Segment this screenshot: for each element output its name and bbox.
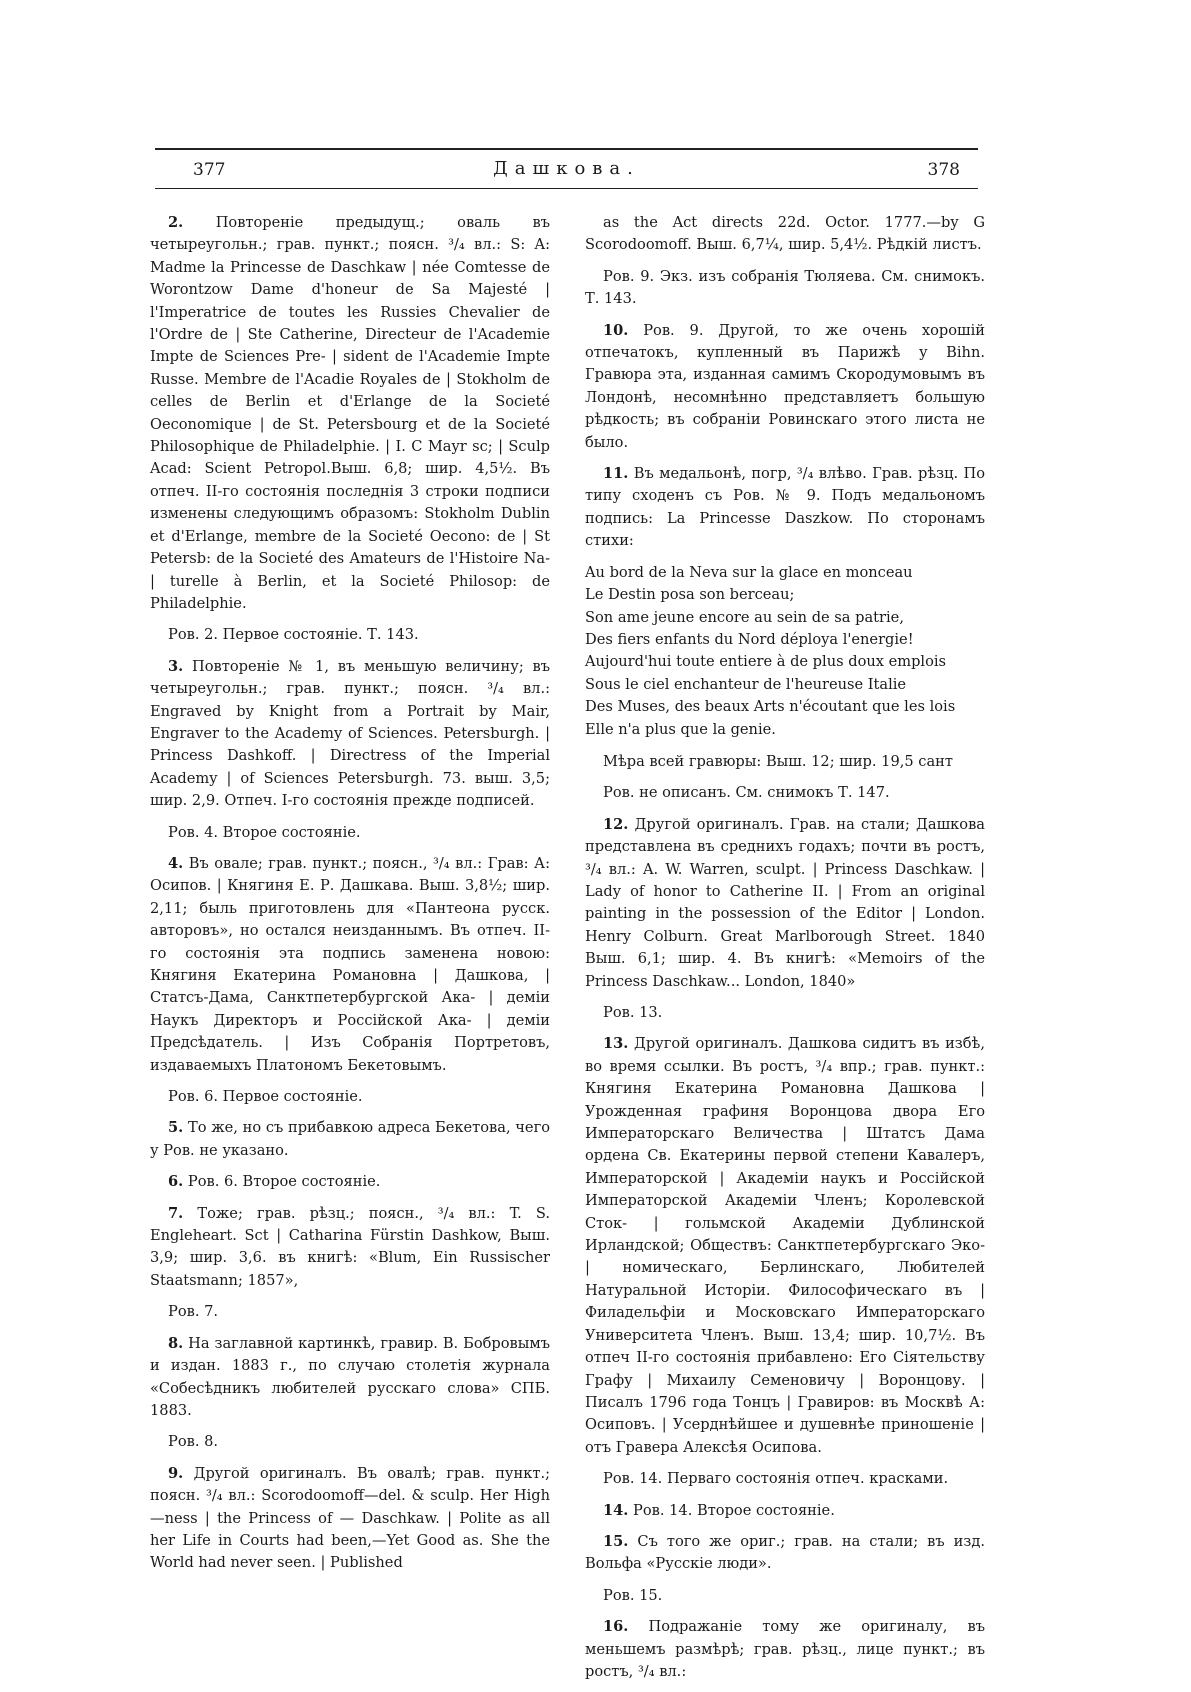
entry-number: 2. bbox=[168, 214, 184, 231]
entry-text: Повтореніе № 1, въ меньшую величину; въ четыреугольн.; грав. пункт.; поясн. ³/₄ вл.: Engraved by Knight from a Portrait by Mair, Engraver to the Academy of Sciences. Petersburgh. | Princess Dashkoff. | Directress of the Imperial Academy | of Sciences Petersburgh. 73. выш. 3,5; шир. 2,9. Отпеч. I-го состоянія прежде подписей. bbox=[150, 657, 550, 810]
entry-text: Ров. 6. Первое состояніе. bbox=[168, 1088, 363, 1106]
entry-number: 14. bbox=[603, 1501, 629, 1519]
reference-line bbox=[150, 1301, 550, 1323]
entry-text: as the Act directs 22d. Octor. 1777.—by G Scorodoomoff. Выш. 6,7¼, шир. 5,4½. Рѣдкій листъ. bbox=[585, 214, 985, 254]
catalog-entry bbox=[150, 1203, 550, 1293]
catalog-entry bbox=[150, 212, 550, 615]
catalog-entry bbox=[585, 320, 985, 454]
verse-line: Des Muses, des beaux Arts n'écoutant que les lois bbox=[585, 698, 956, 716]
entry-number: 15. bbox=[603, 1532, 629, 1550]
entry-text: Ров. не описанъ. См. снимокъ Т. 147. bbox=[603, 784, 890, 802]
entry-text: Повтореніе предыдущ.; оваль въ четыреугольн.; грав. пункт.; поясн. ³/₄ вл.: S: A: Madme la Princesse de Daschkaw | née Comtesse de Worontzow Dame d'honeur de Sa Majesté | l'Imperatrice de toutes les Russies Chevalier de l'Ordre de | Ste Catherine, Directeur de l'Academie Impte de Sciences Pre- | sident de l'Academie Impte Russe. Membre de l'Acadie Royales de | Stokholm de celles de Berlin et d'Erlange de la Societé Oeconomique | de St. Petersbourg et de la Societé Philosophique de Philadelphie. | I. C Mayr sc; | Sculp Acad: Scient Petropol.Выш. 6,8; шир. 4,5½. Въ отпеч. II-го состоянія последнія 3 строки подписи изменены следующимъ образомъ: Stokholm Dublin et d'Erlange, membre de la Societé Oecono: de | St Petersb: de la Societé des Amateurs de l'Histoire Na- | turelle à Berlin, et la Societé Philosop: de Philadelphie. bbox=[150, 214, 551, 612]
reference-line bbox=[585, 751, 985, 773]
catalog-entry bbox=[150, 853, 550, 1077]
entry-number: 3. bbox=[168, 657, 184, 675]
catalog-entry bbox=[150, 1171, 550, 1193]
entry-text: Ров. 15. bbox=[603, 1586, 663, 1604]
verse-line: Sous le ciel enchanteur de l'heureuse Italie bbox=[585, 675, 907, 693]
entry-number: 12. bbox=[603, 815, 629, 833]
entry-text: Ров. 14. Перваго состоянія отпеч. красками. bbox=[603, 1470, 949, 1488]
entry-number: 10. bbox=[603, 321, 629, 339]
verse-line: Son ame jeune encore au sein de sa patrie, bbox=[585, 608, 904, 626]
reference-line bbox=[585, 266, 985, 311]
entry-text: Ров. 9. Экз. изъ собранія Тюляева. См. снимокъ. Т. 143. bbox=[585, 267, 985, 308]
catalog-entry bbox=[150, 1117, 550, 1162]
reference-line bbox=[150, 1431, 550, 1453]
reference-line bbox=[585, 1585, 985, 1607]
catalog-entry bbox=[150, 656, 550, 813]
reference-line bbox=[585, 1468, 985, 1490]
reference-line bbox=[150, 624, 550, 646]
entry-number: 8. bbox=[168, 1334, 184, 1352]
entry-number: 7. bbox=[168, 1204, 184, 1222]
entry-text: То же, но съ прибавкою адреса Бекетова, чего у Ров. не указано. bbox=[150, 1119, 550, 1159]
catalog-entry bbox=[585, 463, 985, 553]
entry-text: Ров. 9. Другой, то же очень хорошій отпечатокъ, купленный въ Парижѣ у Bihn. Гравюра эта, изданная самимъ Скородумовымъ въ Лондонѣ, несомнѣнно представляетъ большую рѣдкость; въ собраніи Ровинскаго этого листа не было. bbox=[585, 321, 985, 451]
entry-text: Съ того же ориг.; грав. на стали; въ изд. Вольфа «Русскіе люди». bbox=[585, 1532, 985, 1573]
right-column bbox=[585, 212, 985, 1692]
entry-text: Ров. 6. Второе состояніе. bbox=[187, 1173, 381, 1191]
entry-number: 5. bbox=[168, 1119, 184, 1137]
reference-line bbox=[150, 822, 550, 844]
reference-line bbox=[150, 1086, 550, 1108]
entry-number: 6. bbox=[168, 1173, 184, 1191]
page-header bbox=[155, 148, 978, 189]
reference-line bbox=[585, 782, 985, 804]
entry-text: Въ медальонѣ, погр, ³/₄ влѣво. Грав. рѣзц. По типу сходенъ съ Ров. № 9. Подъ медальономъ подпись: La Princesse Daszkow. По сторонамъ стихи: bbox=[585, 465, 985, 550]
catalog-entry bbox=[585, 1033, 985, 1459]
catalog-entry bbox=[585, 1616, 985, 1683]
entry-text: Въ овале; грав. пункт.; поясн., ³/₄ вл.: Грав: А: Осипов. | Княгиня Е. Р. Дашкава. Выш. 3,8½; шир. 2,11; быль приготовлень для «Пантеона русск. авторовъ», но остался неизданнымъ. Въ отпеч. II-го состоянія эта подпись заменена новою: Княгиня Екатерина Романовна | Дашкова, | Статсъ-Дама, Санктпетербургской Ака- | деміи Наукъ Директоръ и Россійской Ака- | деміи Предсѣдатель. | Изъ Собранія Портретовъ, издаваемыхъ Платономъ Бекетовымъ. bbox=[150, 854, 551, 1074]
verse-line: Au bord de la Neva sur la glace en monceau bbox=[585, 563, 913, 581]
catalog-entry bbox=[150, 1333, 550, 1423]
reference-line bbox=[585, 212, 985, 257]
entry-text: Ров. 8. bbox=[168, 1433, 219, 1451]
entry-text: На заглавной картинкѣ, гравир. В. Бобровымъ и издан. 1883 г., по случаю столетія журнала «Собесѣдникъ любителей русскаго слова» СПБ. 1883. bbox=[150, 1334, 551, 1419]
entry-text: Ров. 13. bbox=[603, 1004, 663, 1021]
entry-number: 9. bbox=[168, 1464, 184, 1482]
verse-line: Le Destin posa son berceau; bbox=[585, 586, 795, 604]
page-title: Дашкова. bbox=[493, 158, 640, 179]
entry-number: 4. bbox=[168, 854, 184, 872]
entry-text: Другой оригиналъ. Дашкова сидитъ въ избѣ, во время ссылки. Въ ростъ, ³/₄ впр.; грав. пункт.: Княгиня Екатерина Романовна Дашкова | Урожденная графиня Воронцова двора Его Императорскаго Величества | Штатсъ Дама ордена Св. Екатерины первой степени Кавалеръ, Императорской | Академіи наукъ и Россійской Императорской Академіи Членъ; Королевской Сток- | гольмской Академіи Дублинской Ирландской; Обществъ: Санктпетербургскаго Эко- | номическаго, Берлинскаго, Любителей Натуральной Исторіи. Философическаго въ | Филадельфіи и Московскаго Императорскаго Университета Членъ. Выш. 13,4; шир. 10,7½. Въ отпеч II-го состоянія прибавлено: Его Сіятельству Графу | Михаилу Семеновичу | Воронцову. | Писалъ 1796 года Тонцъ | Гравиров: въ Москвѣ А: Осиповъ. | Усерднѣйшее и душевнѣе приношеніе | отъ Гравера Алексѣя Осипова. bbox=[585, 1035, 985, 1456]
entry-text: Другой оригиналъ. Въ овалѣ; грав. пункт.; поясн. ³/₄ вл.: Scorodoomoff—del. & sculp. Her High—ness | the Princess of — Daschkaw. | Polite as all her Life in Courts had been,—Yet Good as. She the World had never seen. | Published bbox=[150, 1464, 550, 1572]
verse-line: Des fiers enfants du Nord déploya l'energie! bbox=[585, 630, 914, 648]
verse-line: Aujourd'hui toute entiere à de plus doux emplois bbox=[585, 653, 947, 671]
catalog-entry bbox=[585, 814, 985, 993]
entry-text: Ров. 2. Первое состояніе. Т. 143. bbox=[168, 626, 419, 644]
catalog-entry bbox=[585, 1531, 985, 1576]
page-number-right: 378 bbox=[927, 160, 960, 180]
entry-text: Ров. 14. Второе состояніе. bbox=[633, 1501, 835, 1519]
catalog-entry bbox=[585, 1500, 985, 1522]
entry-number: 13. bbox=[603, 1035, 629, 1053]
catalog-entry bbox=[150, 1463, 550, 1575]
entry-text: Другой оригиналъ. Грав. на стали; Дашкова представлена въ среднихъ годахъ; почти въ ростъ, ³/₄ вл.: A. W. Warren, sculpt. | Princess Daschkaw. | Lady of honor to Catherine II. | From an original painting in the possession of the Editor | London. Henry Colburn. Great Marlborough Street. 1840 Выш. 6,1; шир. 4. Въ книгѣ: «Memoirs of the Princess Daschkaw... London, 1840» bbox=[585, 815, 985, 990]
entry-text: Ров. 7. bbox=[168, 1303, 219, 1321]
entry-text: Ров. 4. Второе состояніе. bbox=[168, 823, 361, 841]
entry-text: Тоже; грав. рѣзц.; поясн., ³/₄ вл.: T. S. Engleheart. Sct | Catharina Fürstin Dashkow, Выш. 3,9; шир. 3,6. въ книгѣ: «Blum, Ein Russischer Staatsmann; 1857», bbox=[150, 1204, 551, 1289]
entry-text: Подражаніе тому же оригиналу, въ меньшемъ размѣрѣ; грав. рѣзц., лице пункт.; въ ростъ, ³/₄ вл.: bbox=[585, 1618, 985, 1680]
entry-number: 16. bbox=[603, 1618, 629, 1636]
verse-line: Elle n'a plus que la genie. bbox=[585, 720, 776, 738]
entry-number: 11. bbox=[603, 465, 629, 483]
entry-text: Мѣра всей гравюры: Выш. 12; шир. 19,5 сант bbox=[603, 752, 953, 770]
left-column bbox=[150, 212, 550, 1584]
reference-line bbox=[585, 1002, 985, 1024]
page-number-left: 377 bbox=[193, 160, 226, 180]
